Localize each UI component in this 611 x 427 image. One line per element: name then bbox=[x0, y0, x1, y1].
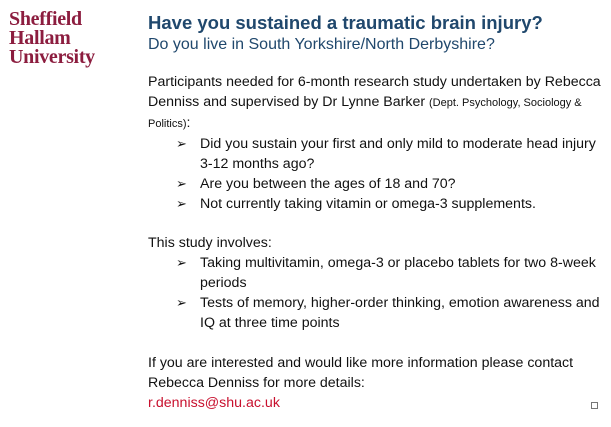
list-item bbox=[176, 134, 603, 174]
involves-text: Taking multivitamin, omega-3 or placebo tablets for two 8-week periods bbox=[200, 255, 596, 291]
criteria-text: Not currently taking vitamin or omega-3 supplements. bbox=[200, 196, 536, 212]
arrow-bullet-icon: ➢ bbox=[176, 295, 187, 310]
arrow-bullet-icon: ➢ bbox=[176, 196, 187, 211]
page-title: Have you sustained a traumatic brain injury? bbox=[148, 12, 543, 33]
criteria-text: Are you between the ages of 18 and 70? bbox=[200, 176, 456, 192]
university-logo bbox=[9, 10, 95, 67]
list-item bbox=[176, 174, 603, 194]
involves-heading: This study involves: bbox=[148, 235, 272, 251]
affiliation-text: (Dept. Psychology, Sociology & Politics) bbox=[148, 97, 582, 130]
contact-paragraph: If you are interested and would like more information please contact Rebecca Denniss for more details: bbox=[148, 355, 574, 391]
resize-handle-icon[interactable] bbox=[591, 402, 598, 409]
list-item bbox=[176, 253, 603, 293]
logo-line-1: Sheffield bbox=[9, 8, 82, 30]
page-subtitle: Do you live in South Yorkshire/North Derbyshire? bbox=[148, 36, 495, 53]
logo-line-2: Hallam bbox=[9, 27, 71, 49]
logo-line-3: University bbox=[9, 46, 95, 68]
list-item bbox=[176, 194, 603, 214]
list-item bbox=[176, 293, 603, 333]
intro-text: Participants needed for 6-month research study undertaken by Rebecca Denniss and supervised by Dr Lynne Barker bbox=[148, 74, 601, 110]
arrow-bullet-icon: ➢ bbox=[176, 255, 187, 270]
criteria-list bbox=[148, 134, 603, 214]
intro-paragraph bbox=[148, 72, 603, 134]
email-link[interactable]: r.denniss@shu.ac.uk bbox=[148, 395, 280, 411]
involves-list bbox=[148, 253, 603, 333]
criteria-text: Did you sustain your first and only mild to moderate head injury 3-12 months ago? bbox=[200, 136, 596, 172]
intro-colon: : bbox=[186, 115, 191, 131]
flyer-content bbox=[148, 12, 603, 413]
involves-text: Tests of memory, higher-order thinking, emotion awareness and IQ at three time points bbox=[200, 295, 600, 331]
arrow-bullet-icon: ➢ bbox=[176, 176, 187, 191]
arrow-bullet-icon: ➢ bbox=[176, 136, 187, 151]
